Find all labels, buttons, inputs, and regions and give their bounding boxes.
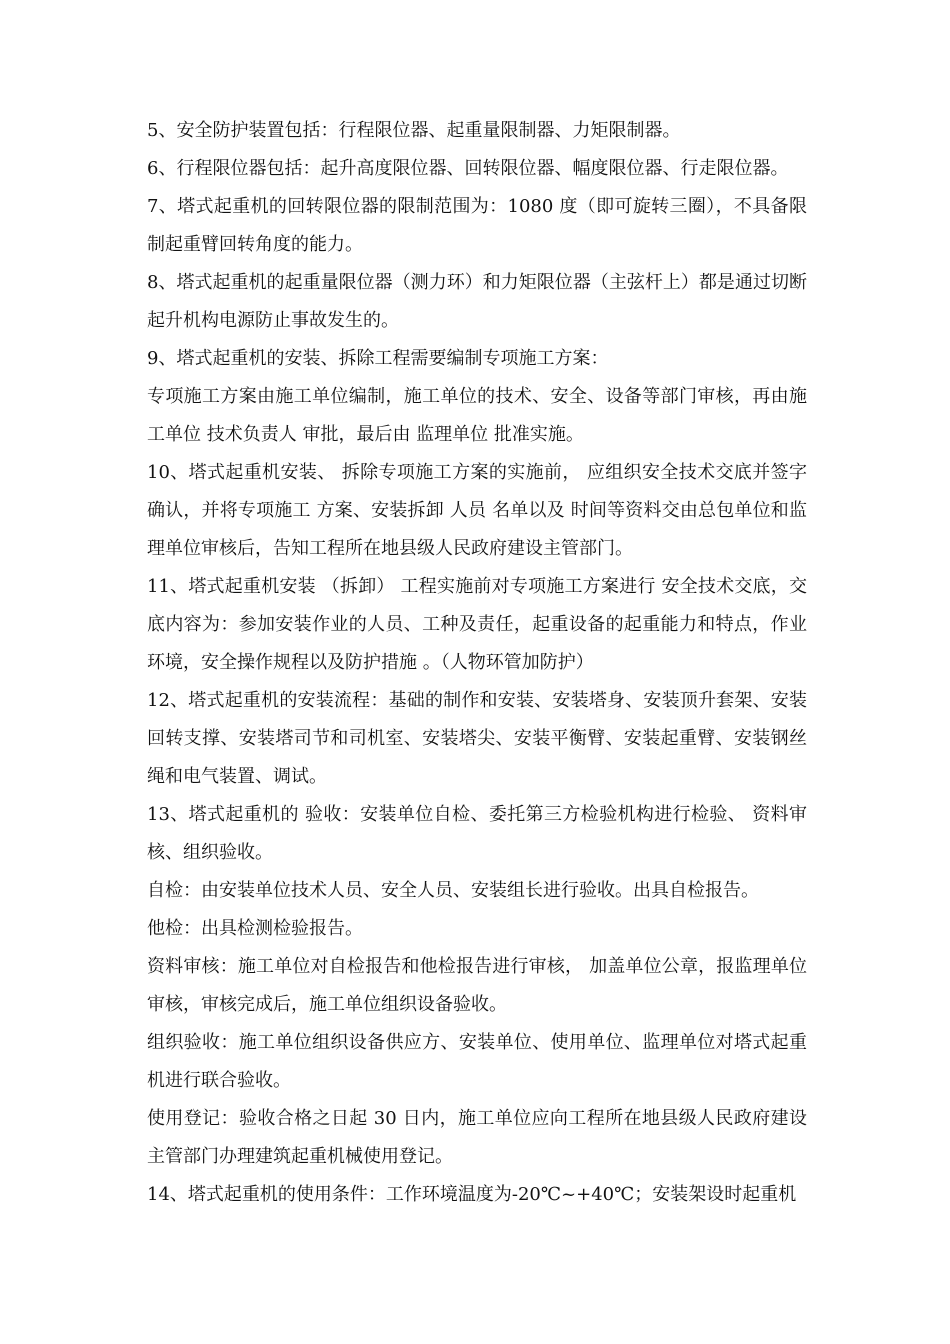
paragraph-item-7: 7、塔式起重机的回转限位器的限制范围为：1080 度（即可旋转三圈），不具备限制起重臂回转角度的能力。 xyxy=(147,196,807,255)
paragraph-document-review: 资料审核：施工单位对自检报告和他检报告进行审核， 加盖单位公章，报监理单位审核，审核完成后，施工单位组织设备验收。 xyxy=(147,956,807,1015)
paragraph-use-registration: 使用登记：验收合格之日起 30 日内，施工单位应向工程所在地县级人民政府建设主管部门办理建筑起重机械使用登记。 xyxy=(147,1108,807,1167)
document-body xyxy=(147,112,807,1214)
paragraph-item-8: 8、塔式起重机的起重量限位器（测力环）和力矩限位器（主弦杆上）都是通过切断起升机构电源防止事故发生的。 xyxy=(147,272,807,331)
paragraph-item-9: 9、塔式起重机的安装、拆除工程需要编制专项施工方案： xyxy=(147,348,609,369)
paragraph-item-5: 5、安全防护装置包括：行程限位器、起重量限制器、力矩限制器。 xyxy=(147,120,681,141)
paragraph-item-13: 13、塔式起重机的 验收：安装单位自检、委托第三方检验机构进行检验、 资料审核、组织验收。 xyxy=(147,804,807,863)
paragraph-item-11: 11、塔式起重机安装 （拆卸） 工程实施前对专项施工方案进行 安全技术交底，交底内容为：参加安装作业的人员、工种及责任，起重设备的起重能力和特点，作业环境，安全操作规程以及防护措施 。（人物环管加防护） xyxy=(147,576,807,673)
paragraph-item-10: 10、塔式起重机安装、 拆除专项施工方案的实施前， 应组织安全技术交底并签字确认，并将专项施工 方案、安装拆卸 人员 名单以及 时间等资料交由总包单位和监理单位审核后，告知工程所在地县级人民政府建设主管部门。 xyxy=(147,462,807,559)
paragraph-third-party-inspection: 他检：出具检测检验报告。 xyxy=(147,918,363,939)
paragraph-special-plan: 专项施工方案由施工单位编制，施工单位的技术、安全、设备等部门审核，再由施工单位 技术负责人 审批，最后由 监理单位 批准实施。 xyxy=(147,386,807,445)
paragraph-item-12: 12、塔式起重机的安装流程：基础的制作和安装、安装塔身、安装顶升套架、安装回转支撑、安装塔司节和司机室、安装塔尖、安装平衡臂、安装起重臂、安装钢丝绳和电气装置、调试。 xyxy=(147,690,807,787)
paragraph-item-6: 6、行程限位器包括：起升高度限位器、回转限位器、幅度限位器、行走限位器。 xyxy=(147,158,789,179)
paragraph-item-14: 14、塔式起重机的使用条件：工作环境温度为-20℃~+40℃；安装架设时起重机 xyxy=(147,1184,797,1205)
paragraph-organize-acceptance: 组织验收：施工单位组织设备供应方、安装单位、使用单位、监理单位对塔式起重机进行联合验收。 xyxy=(147,1032,807,1091)
paragraph-self-inspection: 自检：由安装单位技术人员、安全人员、安装组长进行验收。出具自检报告。 xyxy=(147,880,759,901)
